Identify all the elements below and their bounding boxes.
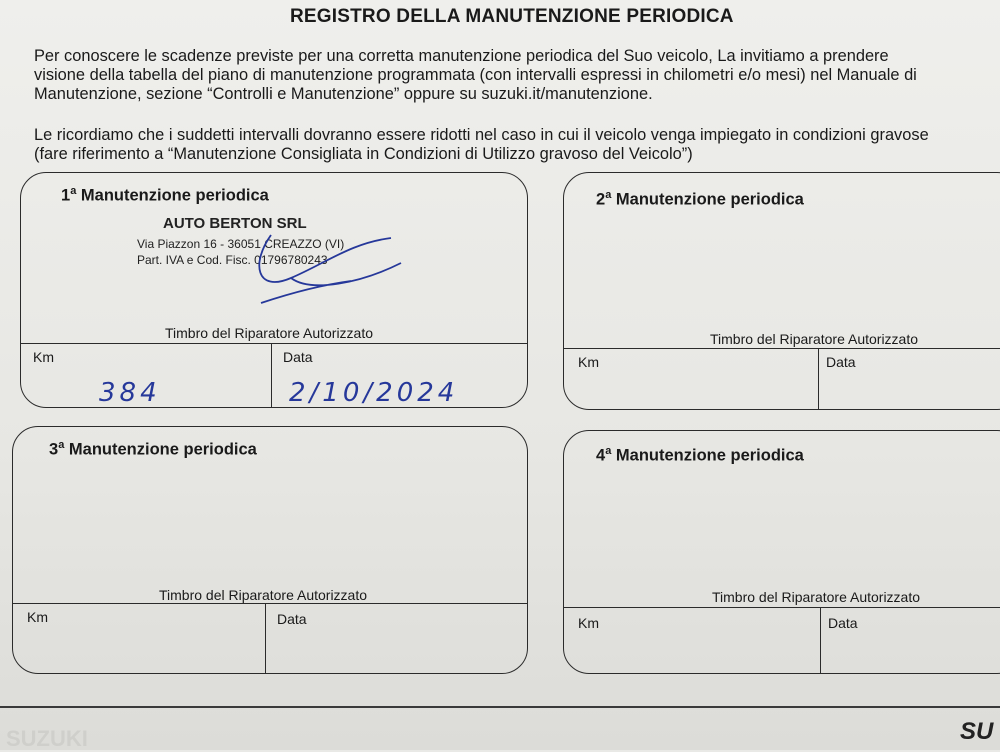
stamp-label-1: Timbro del Riparatore Autorizzato (165, 325, 374, 341)
date-value-1: 2/10/2024 (289, 378, 459, 408)
card-1-number: 1 (61, 186, 71, 205)
card-3-number: 3 (49, 440, 59, 459)
card-1-title-text: Manutenzione periodica (80, 186, 269, 205)
note-line-1: Le ricordiamo che i suddetti intervalli dovranno essere ridotti nel caso in cui il veicolo venga impiegato in condizioni gravose (34, 126, 929, 144)
km-label-2: Km (578, 354, 599, 370)
intro-line-2: visione della tabella del piano di manutenzione programmata (con intervalli espressi in chilometri e/o mesi) nel Manuale di (34, 66, 917, 84)
card-4-title-text: Manutenzione periodica (615, 446, 804, 465)
km-label-4: Km (578, 615, 599, 631)
stamp-label-3: Timbro del Riparatore Autorizzato (159, 587, 368, 603)
date-label-3: Data (277, 611, 307, 627)
card-4-ordinal: a (605, 445, 612, 457)
card-2-number: 2 (596, 190, 606, 209)
page-bottom-rule (0, 706, 1000, 708)
stamp-label-4: Timbro del Riparatore Autorizzato (712, 589, 921, 605)
intro-line-3: Manutenzione, sezione “Controlli e Manutenzione” oppure su suzuki.it/manutenzione. (34, 85, 653, 103)
date-label-2: Data (826, 354, 856, 370)
signature (231, 223, 411, 313)
card-3-ordinal: a (58, 439, 65, 451)
maintenance-card-4 (563, 430, 1000, 674)
card-4-title (596, 445, 804, 466)
stamp-company: AUTO BERTON SRL (163, 215, 307, 232)
km-label-3: Km (27, 609, 48, 625)
stamp-label-2: Timbro del Riparatore Autorizzato (710, 331, 919, 347)
card-2-title-text: Manutenzione periodica (615, 190, 804, 209)
stamp-address: Via Piazzon 16 - 36051 CREAZZO (VI) (137, 237, 345, 251)
card-1-title (61, 185, 269, 206)
page-title: REGISTRO DELLA MANUTENZIONE PERIODICA (290, 6, 734, 27)
date-label-4: Data (828, 615, 858, 631)
km-label-1: Km (33, 349, 54, 365)
intro-paragraph (34, 47, 917, 104)
card-1-ordinal: a (70, 185, 77, 197)
card-2-ordinal: a (605, 189, 612, 201)
card-2-title (596, 189, 804, 210)
brand-mark: SU (960, 718, 994, 745)
stamp-vat: Part. IVA e Cod. Fisc. 01796780243 (137, 253, 328, 267)
note-paragraph (34, 126, 929, 164)
faded-brand-mark: SUZUKI (6, 726, 88, 751)
card-4-number: 4 (596, 446, 606, 465)
card-3-title-text: Manutenzione periodica (68, 440, 257, 459)
date-label-1: Data (283, 349, 313, 365)
maintenance-card-3 (12, 426, 528, 674)
card-3-title (49, 439, 257, 460)
intro-line-1: Per conoscere le scadenze previste per una corretta manutenzione periodica del Suo veicolo, La invitiamo a prendere (34, 47, 889, 65)
note-line-2: (fare riferimento a “Manutenzione Consigliata in Condizioni di Utilizzo gravoso del Veicolo”) (34, 145, 693, 163)
maintenance-card-1 (20, 172, 528, 408)
maintenance-card-2 (563, 172, 1000, 410)
km-value-1: 384 (99, 378, 161, 408)
